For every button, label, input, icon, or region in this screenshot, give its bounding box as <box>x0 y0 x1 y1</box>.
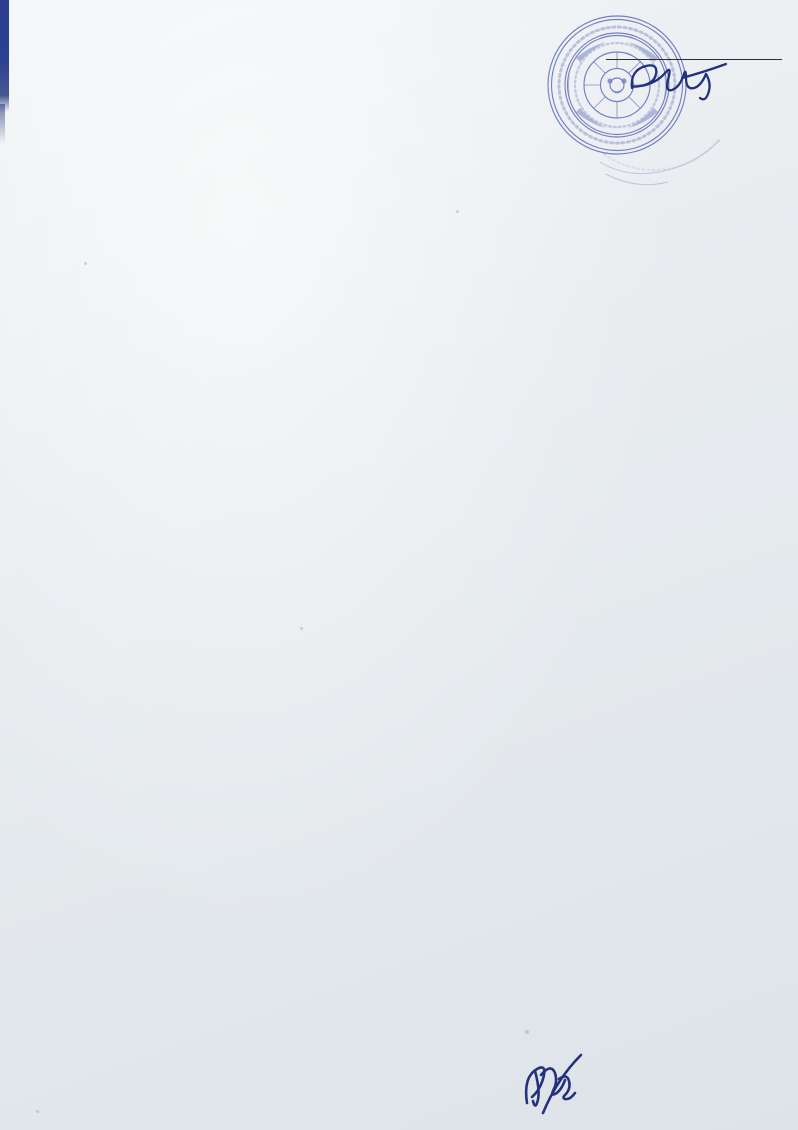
page-edge-blue <box>0 0 9 112</box>
signature-rule <box>606 59 782 60</box>
paper-speck <box>525 1030 529 1034</box>
paper-speck <box>36 1110 39 1113</box>
footer-signature-block <box>0 1071 798 1094</box>
page-edge-blue-fade <box>0 104 5 144</box>
paper-speck <box>300 627 303 630</box>
paper-speck <box>84 262 87 265</box>
footer-separator <box>395 1071 403 1093</box>
paper-speck <box>456 210 459 213</box>
approval-block <box>776 18 782 64</box>
signature-line-row <box>776 34 782 62</box>
footer-inner <box>395 1071 403 1094</box>
